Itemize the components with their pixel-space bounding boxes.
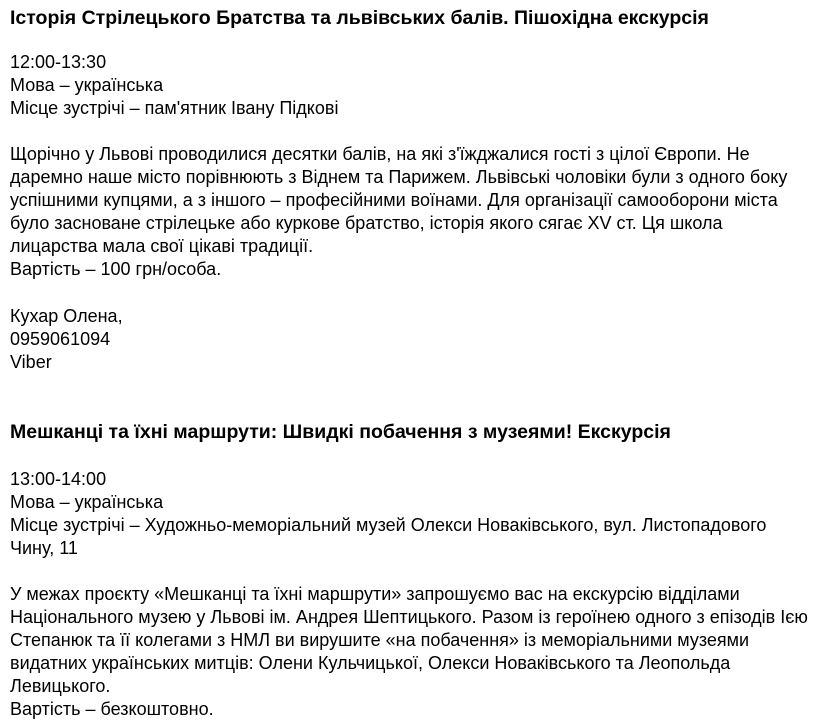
event-1-details bbox=[10, 51, 813, 120]
event-2-price: Вартість – безкоштовно. bbox=[10, 699, 214, 719]
event-1-contact-phone: 0959061094 bbox=[10, 329, 111, 349]
event-1-body bbox=[10, 143, 813, 281]
event-2-meeting-place: Місце зустрічі – Художньо-меморіальний музей Олекси Новаківського, вул. Листопадового Чину, 11 bbox=[10, 515, 767, 558]
event-1-price: Вартість – 100 грн/особа. bbox=[10, 259, 222, 279]
event-section-2 bbox=[10, 421, 813, 721]
event-section-1 bbox=[10, 7, 813, 374]
event-1-contact-name: Кухар Олена, bbox=[10, 306, 123, 326]
event-2-language: Мова – українська bbox=[10, 492, 164, 512]
event-1-language: Мова – українська bbox=[10, 75, 164, 95]
event-2-body bbox=[10, 583, 813, 721]
event-1-contact bbox=[10, 305, 813, 374]
event-2-description: У межах проєкту «Мешканці та їхні маршрути» запрошуємо вас на екскурсію відділами Національного музею у Львові ім. Андрея Шептицького. Разом із героїнею одного з епізодів Ією Степанюк та її колегами з НМЛ ви вирушите «на побачення» із меморіальними музеями видатних українських митців: Олени Кульчицької, Олекси Новаківського та Леопольда Левицького. bbox=[10, 584, 808, 696]
event-2-details bbox=[10, 468, 813, 560]
event-1-time: 12:00-13:30 bbox=[10, 52, 107, 72]
event-2-title: Мешканці та їхні маршрути: Швидкі побачення з музеями! Екскурсія bbox=[10, 421, 671, 443]
event-1-title: Історія Стрілецького Братства та львівських балів. Пішохідна екскурсія bbox=[10, 7, 709, 29]
event-1-meeting-place: Місце зустрічі – пам'ятник Івану Підкові bbox=[10, 98, 339, 118]
event-1-description: Щорічно у Львові проводилися десятки балів, на які з'їжджалися гості з цілої Європи. Не даремно наше місто порівнюють з Віднем та Парижем. Львівські чоловіки були з одного боку успішними купцями, а з іншого – професійними воїнами. Для організації самооборони міста було засноване стрілецьке або куркове братство, історія якого сягає XV ст. Ця школа лицарства мала свої цікаві традиції. bbox=[10, 144, 788, 256]
event-2-time: 13:00-14:00 bbox=[10, 469, 107, 489]
event-1-contact-messenger: Viber bbox=[10, 352, 52, 372]
